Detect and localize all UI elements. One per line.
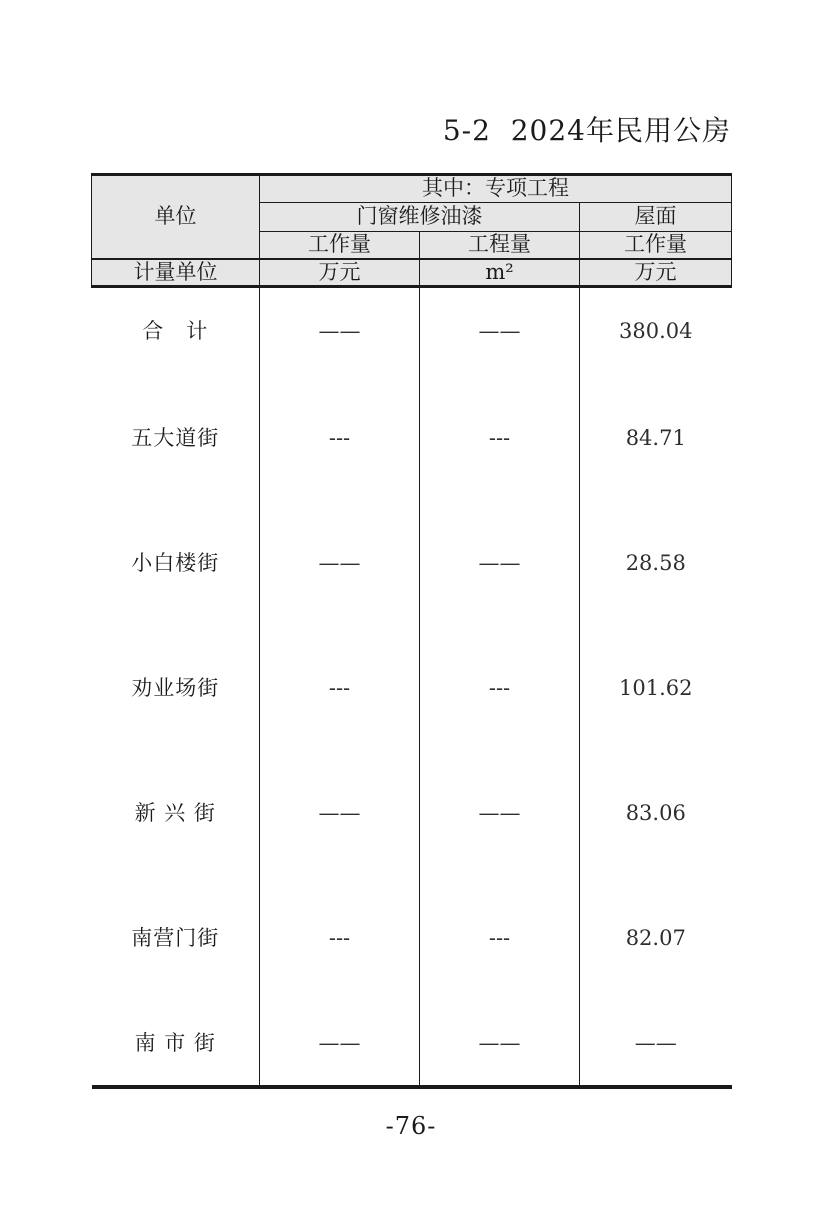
header-paint-quantity-cell: 工程量 bbox=[420, 232, 580, 259]
table-row-total bbox=[92, 286, 732, 376]
row-label: 五大道街 bbox=[92, 376, 260, 501]
row-label: 新 兴 街 bbox=[92, 751, 260, 876]
statistics-table bbox=[91, 173, 732, 1089]
row-label: 合 计 bbox=[92, 286, 260, 376]
header-row-units bbox=[92, 259, 732, 287]
table-header bbox=[92, 175, 732, 287]
row-label: 南 市 街 bbox=[92, 1001, 260, 1087]
table-row-xinxing bbox=[92, 751, 732, 876]
header-roof-workload-cell: 工作量 bbox=[580, 232, 732, 259]
header-subgroup-roof-cell: 屋面 bbox=[580, 203, 732, 232]
table-row-nanyingmen bbox=[92, 876, 732, 1001]
header-group-cell: 其中：专项工程 bbox=[260, 175, 732, 203]
table-row-quanyechang bbox=[92, 626, 732, 751]
roof-workload-value: 84.71 bbox=[580, 376, 732, 501]
paint-workload-value: --- bbox=[260, 376, 420, 501]
paint-quantity-value: --- bbox=[420, 876, 580, 1001]
table-body bbox=[92, 286, 732, 1087]
row-label: 南营门街 bbox=[92, 876, 260, 1001]
paint-quantity-value: —— bbox=[420, 286, 580, 376]
paint-workload-value: —— bbox=[260, 501, 420, 626]
row-label: 劝业场街 bbox=[92, 626, 260, 751]
roof-workload-value: 101.62 bbox=[580, 626, 732, 751]
unit-paint-quantity-cell: m² bbox=[420, 259, 580, 287]
table-row-wudadao bbox=[92, 376, 732, 501]
paint-quantity-value: —— bbox=[420, 751, 580, 876]
page-title: 5-2 2024年民用公房 bbox=[442, 114, 731, 147]
paint-workload-value: --- bbox=[260, 876, 420, 1001]
roof-workload-value: 380.04 bbox=[580, 286, 732, 376]
unit-roof-workload-cell: 万元 bbox=[580, 259, 732, 287]
row-label: 小白楼街 bbox=[92, 501, 260, 626]
unit-row-label-cell: 计量单位 bbox=[92, 259, 260, 287]
table-row-nanshi bbox=[92, 1001, 732, 1087]
table-row-xiaobailou bbox=[92, 501, 732, 626]
paint-workload-value: —— bbox=[260, 286, 420, 376]
paint-quantity-value: --- bbox=[420, 626, 580, 751]
page-title-row bbox=[91, 112, 731, 150]
header-paint-workload-cell: 工作量 bbox=[260, 232, 420, 259]
roof-workload-value: 82.07 bbox=[580, 876, 732, 1001]
paint-workload-value: —— bbox=[260, 1001, 420, 1087]
roof-workload-value: —— bbox=[580, 1001, 732, 1087]
header-subgroup-paint-cell: 门窗维修油漆 bbox=[260, 203, 580, 232]
paint-quantity-value: —— bbox=[420, 1001, 580, 1087]
paint-quantity-value: --- bbox=[420, 376, 580, 501]
paint-workload-value: --- bbox=[260, 626, 420, 751]
page-number: -76- bbox=[385, 1112, 437, 1140]
paint-quantity-value: —— bbox=[420, 501, 580, 626]
unit-paint-workload-cell: 万元 bbox=[260, 259, 420, 287]
roof-workload-value: 83.06 bbox=[580, 751, 732, 876]
paint-workload-value: —— bbox=[260, 751, 420, 876]
header-row-group bbox=[92, 175, 732, 203]
roof-workload-value: 28.58 bbox=[580, 501, 732, 626]
header-unit-cell: 单位 bbox=[92, 175, 260, 259]
